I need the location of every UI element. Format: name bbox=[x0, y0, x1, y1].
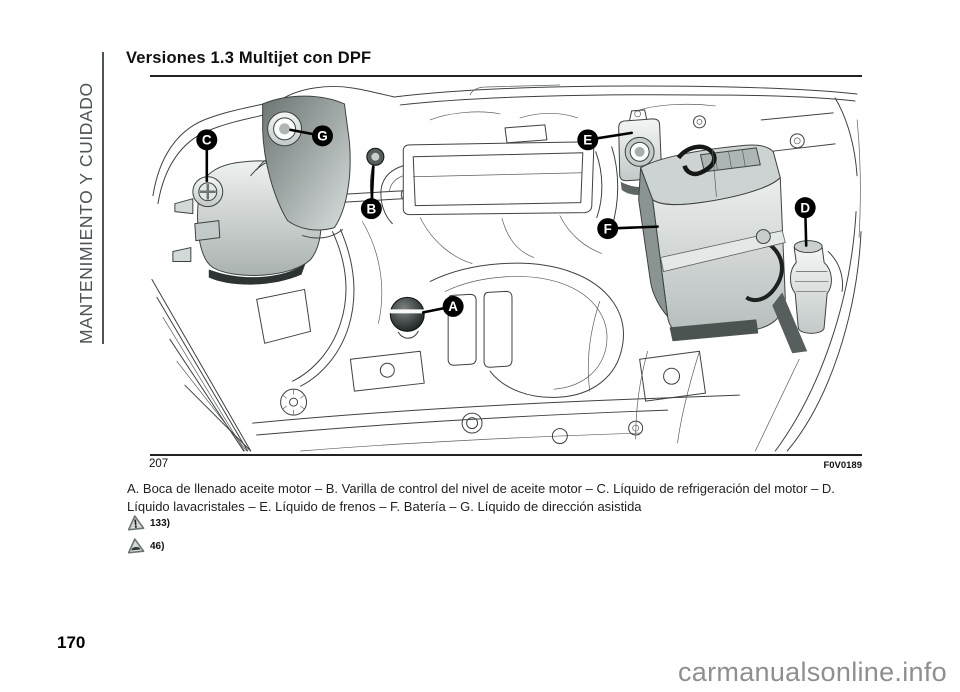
callout-d bbox=[795, 197, 816, 245]
figure-number: 207 bbox=[149, 458, 169, 470]
footnote-ref: 133) bbox=[150, 517, 171, 529]
battery bbox=[639, 145, 786, 341]
svg-text:D: D bbox=[800, 200, 811, 216]
page-title: Versiones 1.3 Multijet con DPF bbox=[126, 49, 372, 67]
title-rule bbox=[150, 75, 862, 77]
svg-text:G: G bbox=[317, 128, 328, 144]
figure-caption: A. Boca de llenado aceite motor – B. Varilla de control del nivel de aceite motor – C. Líquido de refrigeración del motor – D. Líquido lavacristales – E. Líquido de frenos – F. Batería – G. Líquido de dirección asistida bbox=[127, 481, 835, 514]
sidebar-label: MANTENIMIENTO Y CUIDADO bbox=[76, 82, 96, 344]
watermark: carmanualsonline.info bbox=[678, 657, 947, 687]
oil-filler-cap bbox=[390, 297, 424, 338]
svg-text:E: E bbox=[583, 132, 593, 148]
svg-text:F: F bbox=[603, 221, 612, 237]
sidebar-rule bbox=[102, 52, 104, 344]
warning-triangle-icon bbox=[126, 514, 145, 532]
air-filter-box bbox=[381, 142, 594, 224]
figure-code: F0V0189 bbox=[823, 460, 862, 471]
footnote-row-warning bbox=[127, 515, 170, 531]
vehicle-caution-icon bbox=[126, 537, 145, 555]
footnote-row-caution bbox=[127, 538, 164, 554]
svg-text:A: A bbox=[448, 299, 459, 315]
figure-bottom-rule bbox=[150, 454, 862, 456]
engine-diagram bbox=[150, 80, 862, 454]
page-number: 170 bbox=[57, 633, 86, 652]
footnote-ref: 46) bbox=[150, 540, 165, 552]
svg-text:B: B bbox=[366, 201, 377, 217]
engine-figure bbox=[150, 80, 862, 454]
svg-text:C: C bbox=[201, 132, 212, 148]
callout-a bbox=[423, 296, 463, 317]
